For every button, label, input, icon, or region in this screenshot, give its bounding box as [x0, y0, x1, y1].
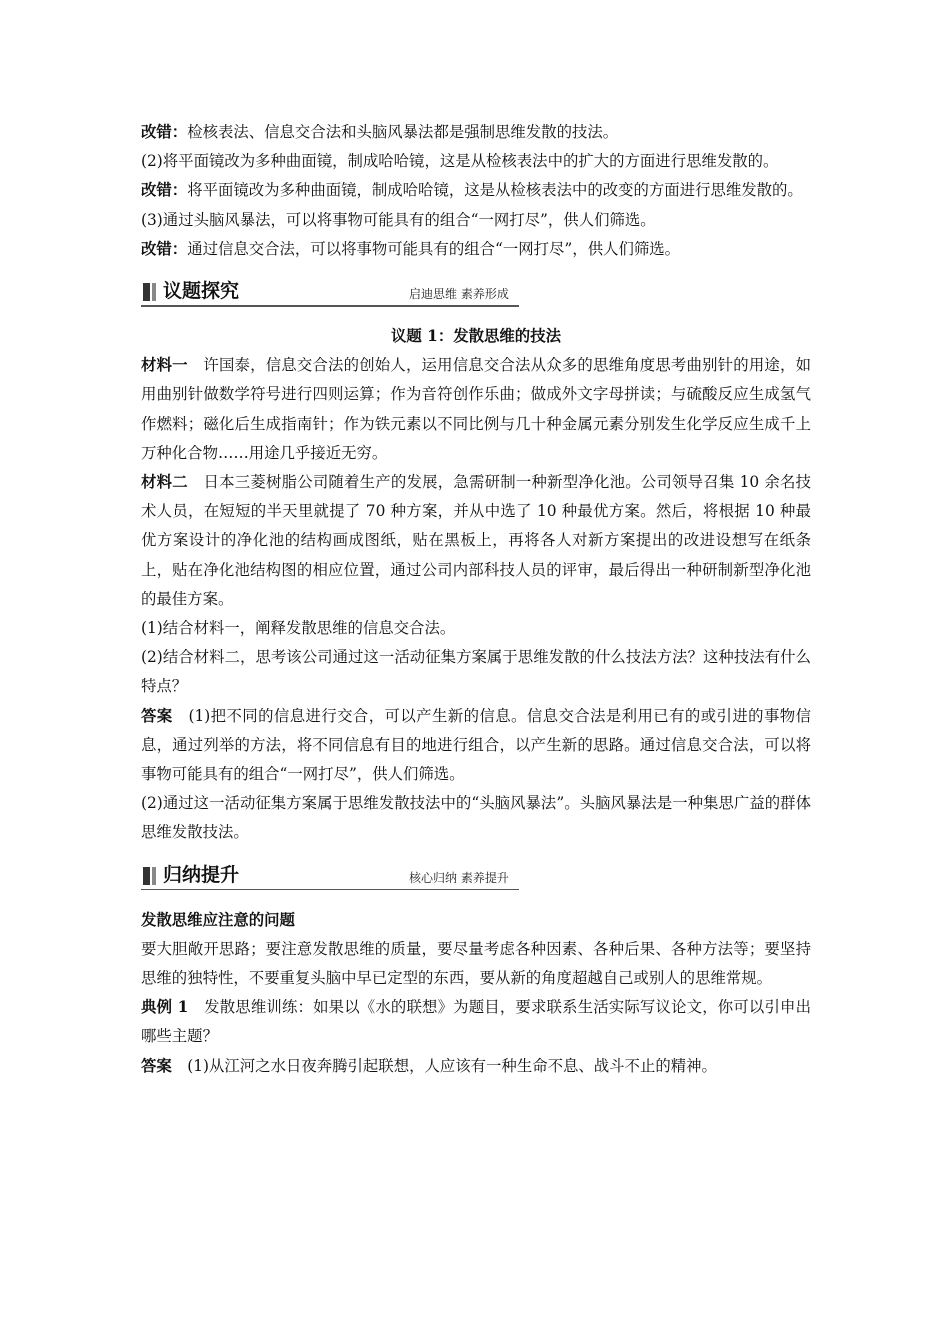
section-divider [141, 889, 519, 891]
section-header-explore [141, 278, 811, 308]
answer-label: 答案 [141, 1056, 172, 1075]
section-header-summary [141, 862, 811, 892]
example-answer [141, 1052, 811, 1081]
material-1 [141, 351, 811, 468]
material-label: 材料一 [141, 356, 188, 375]
answer-text: (1)从江河之水日夜奔腾引起联想，人应该有一种生命不息、战斗不止的精神。 [187, 1056, 717, 1075]
correction-text: 将平面镜改为多种曲面镜，制成哈哈镜，这是从检核表法中的改变的方面进行思维发散的。 [187, 181, 803, 200]
answer-label: 答案 [141, 706, 173, 725]
section-title: 议题探究 [163, 280, 240, 303]
correction-2 [141, 176, 811, 205]
question-2: (2)将平面镜改为多种曲面镜，制成哈哈镜，这是从检核表法中的扩大的方面进行思维发散的。 [141, 152, 779, 171]
correction-3 [141, 235, 811, 264]
example-1 [141, 993, 811, 1051]
topic-heading: 议题 1：发散思维的技法 [391, 327, 561, 346]
question-2b: (2)结合材料二，思考该公司通过这一活动征集方案属于思维发散的什么技法方法？这种技法有什么特点？ [141, 648, 811, 696]
answer-text: (1)把不同的信息进行交合，可以产生新的信息。信息交合法是利用已有的或引进的事物信息，通过列举的方法，将不同信息有目的地进行组合，以产生新的思路。通过信息交合法，可以将事物可能具有的组合“一网打尽”，供人们筛选。 [141, 706, 811, 784]
correction-text: 检核表法、信息交合法和头脑风暴法都是强制思维发散的技法。 [187, 123, 619, 141]
material-text: 许国泰，信息交合法的创始人，运用信息交合法从众多的思维角度思考曲别针的用途，如用曲别针做数学符号进行四则运算；作为音符创作乐曲；做成外文字母拼读；与硫酸反应生成氢气作燃料；磁化后生成指南针；作为铁元素以不同比例与几十种金属元素分别发生化学反应生成千上万种化合物……用途几乎接近无穷。 [141, 356, 811, 462]
question-3: (3)通过头脑风暴法，可以将事物可能具有的组合“一网打尽”，供人们筛选。 [141, 210, 656, 229]
section-tag: 启迪思维 素养形成 [409, 287, 509, 302]
correction-label: 改错： [141, 239, 188, 258]
example-label: 典例 1 [141, 998, 189, 1017]
section-divider [141, 305, 519, 307]
summary-text: 要大胆敞开思路；要注意发散思维的质量，要尽量考虑各种因素、各种后果、各种方法等；要坚持思维的独特性，不要重复头脑中早已定型的东西，要从新的角度超越自己或别人的思维常规。 [141, 939, 811, 988]
section-title: 归纳提升 [163, 863, 240, 886]
material-label: 材料二 [141, 473, 188, 492]
question-1: (1)结合材料一，阐释发散思维的信息交合法。 [141, 619, 456, 638]
correction-1 [141, 118, 811, 147]
summary-heading: 发散思维应注意的问题 [141, 910, 295, 929]
correction-label: 改错： [141, 181, 188, 200]
material-2 [141, 468, 811, 614]
section-marker-icon [141, 865, 159, 887]
correction-label: 改错： [141, 123, 188, 141]
document-page [141, 118, 811, 1081]
section-tag: 核心归纳 素养提升 [409, 870, 509, 885]
section-marker-icon [141, 281, 159, 303]
correction-text: 通过信息交合法，可以将事物可能具有的组合“一网打尽”，供人们筛选。 [187, 239, 681, 258]
material-text: 日本三菱树脂公司随着生产的发展，急需研制一种新型净化池。公司领导召集 10 余名技术人员，在短短的半天里就提了 70 种方案，并从中选了 10 种最优方案。然后，将根据 10 种最优方案设计的净化池的结构画成图纸，贴在黑板上，再将各人对新方案提出的改进设想写在纸条上，贴在净化池结构图的相应位置，通过公司内部科技人员的评审，最后得出一种研制新型净化池的最佳方案。 [141, 473, 811, 608]
answer-2: (2)通过这一活动征集方案属于思维发散技法中的“头脑风暴法”。头脑风暴法是一种集思广益的群体思维发散技法。 [141, 794, 811, 842]
example-text: 发散思维训练：如果以《水的联想》为题目，要求联系生活实际写议论文，你可以引申出哪些主题？ [141, 998, 811, 1046]
answer-1 [141, 702, 811, 790]
